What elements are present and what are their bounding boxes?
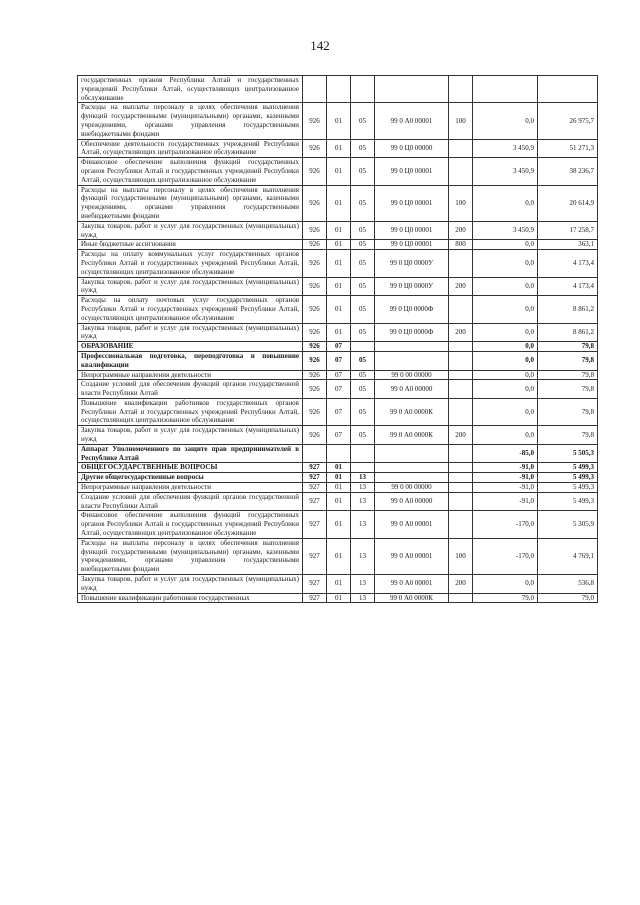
cell-vr: 100 [449,538,473,574]
cell-vr [449,296,473,323]
cell-rz: 01 [327,463,351,473]
cell-name: Расходы на оплату почтовых услуг государственных органов Республики Алтай и государственных учреждений Республики Алтай, осуществляющих централизованное обслуживание [78,296,303,323]
cell-sum: 17 258,7 [538,221,598,240]
cell-ved: 926 [303,240,327,250]
table-row [78,185,598,221]
cell-pr [351,342,375,352]
table-row [78,426,598,445]
cell-sum: 5 499,3 [538,473,598,483]
cell-change: 0,0 [473,398,538,425]
cell-csr: 99 0 А0 00000 [375,380,449,399]
cell-ved: 926 [303,426,327,445]
cell-change: 79,0 [473,593,538,603]
cell-sum: 5 505,3 [538,444,598,463]
cell-csr: 99 0 Ц0 0000У [375,250,449,277]
cell-change: -170,0 [473,538,538,574]
cell-rz: 01 [327,538,351,574]
cell-vr [449,473,473,483]
cell-csr: 99 0 Ц0 00001 [375,240,449,250]
cell-ved: 926 [303,351,327,370]
cell-ved: 927 [303,492,327,511]
cell-name: Аппарат Уполномоченного по защите прав предпринимателей в Республике Алтай [78,444,303,463]
cell-rz: 01 [327,593,351,603]
cell-rz: 01 [327,103,351,139]
cell-rz: 01 [327,473,351,483]
cell-pr: 05 [351,103,375,139]
table-row [78,483,598,493]
cell-pr: 13 [351,492,375,511]
cell-name: Расходы на выплаты персоналу в целях обеспечения выполнения функций государственными (муниципальными) органами, казенными учреждениями, органами управления государственными внебюджетными фондами [78,538,303,574]
table-row [78,221,598,240]
cell-sum: 79,8 [538,426,598,445]
cell-sum: 5 499,3 [538,463,598,473]
cell-change: -170,0 [473,511,538,538]
cell-pr: 13 [351,483,375,493]
cell-ved: 927 [303,463,327,473]
cell-rz: 01 [327,575,351,594]
cell-ved: 927 [303,538,327,574]
cell-ved: 926 [303,342,327,352]
cell-pr: 05 [351,398,375,425]
cell-vr [449,342,473,352]
cell-vr [449,511,473,538]
cell-change: 0,0 [473,250,538,277]
cell-name: Расходы на выплаты персоналу в целях обеспечения выполнения функций государственными (муниципальными) органами, казенными учреждениями, органами управления государственными внебюджетными фондами [78,185,303,221]
cell-sum: 5 305,9 [538,511,598,538]
cell-name: Финансовое обеспечение выполнения функций государственных органов Республики Алтай и государственных учреждений Республики Алтай, осуществляющих централизованное обслуживание [78,511,303,538]
cell-pr: 05 [351,351,375,370]
cell-sum: 26 975,7 [538,103,598,139]
cell-pr: 13 [351,538,375,574]
cell-csr [375,444,449,463]
cell-sum: 79,8 [538,342,598,352]
cell-pr: 05 [351,380,375,399]
cell-sum: 79,8 [538,351,598,370]
cell-ved: 926 [303,158,327,185]
cell-sum: 5 499,3 [538,483,598,493]
cell-vr: 200 [449,323,473,342]
cell-sum: 5 499,3 [538,492,598,511]
table-row [78,342,598,352]
cell-change: 3 450,9 [473,139,538,158]
cell-rz: 01 [327,483,351,493]
cell-rz: 01 [327,511,351,538]
cell-rz: 01 [327,221,351,240]
table-row [78,511,598,538]
cell-pr: 05 [351,296,375,323]
cell-ved: 927 [303,593,327,603]
cell-name: ОБЩЕГОСУДАРСТВЕННЫЕ ВОПРОСЫ [78,463,303,473]
table-row [78,575,598,594]
cell-csr: 99 0 Ц0 0000Ф [375,296,449,323]
cell-rz: 01 [327,185,351,221]
cell-change: -91,0 [473,473,538,483]
cell-sum: 79,8 [538,370,598,380]
table-row [78,103,598,139]
table-body [78,76,598,603]
cell-name: Создание условий для обеспечения функций органов государственной власти Республики Алтай [78,380,303,399]
table-row [78,158,598,185]
cell-rz: 01 [327,139,351,158]
cell-vr [449,76,473,103]
cell-ved: 926 [303,277,327,296]
cell-ved: 926 [303,323,327,342]
table-row [78,323,598,342]
cell-csr: 99 0 А0 0000К [375,593,449,603]
cell-rz: 07 [327,426,351,445]
cell-pr: 05 [351,277,375,296]
cell-csr: 99 0 Ц0 00001 [375,221,449,240]
cell-ved: 926 [303,380,327,399]
cell-vr [449,444,473,463]
cell-change: -91,0 [473,492,538,511]
table-row [78,277,598,296]
table-row [78,76,598,103]
cell-change [473,76,538,103]
cell-csr: 99 0 Ц0 00001 [375,158,449,185]
cell-ved: 926 [303,296,327,323]
cell-sum: 536,8 [538,575,598,594]
cell-pr: 05 [351,185,375,221]
cell-change: 0,0 [473,277,538,296]
cell-rz: 01 [327,250,351,277]
cell-name: Повышение квалификации работников государственных органов Республики Алтай и государственных учреждений Республики Алтай, осуществляющих централизованное обслуживание [78,398,303,425]
cell-change: 0,0 [473,240,538,250]
cell-pr: 13 [351,593,375,603]
cell-rz: 01 [327,323,351,342]
budget-table [77,75,598,603]
cell-vr [449,492,473,511]
cell-name: Закупка товаров, работ и услуг для государственных (муниципальных) нужд [78,575,303,594]
cell-name: государственных органов Республики Алтай и государственных учреждений Республики Алтай, осуществляющих централизованное обслуживание [78,76,303,103]
cell-sum: 8 861,2 [538,323,598,342]
cell-change: 0,0 [473,575,538,594]
cell-vr: 200 [449,277,473,296]
cell-ved: 926 [303,370,327,380]
cell-rz: 01 [327,240,351,250]
cell-rz: 07 [327,380,351,399]
cell-change: 0,0 [473,185,538,221]
cell-csr: 99 0 00 00000 [375,483,449,493]
table-row [78,250,598,277]
table-row [78,370,598,380]
cell-name: Непрограммные направления деятельности [78,483,303,493]
cell-ved: 927 [303,575,327,594]
table-row [78,139,598,158]
cell-csr: 99 0 00 00000 [375,370,449,380]
cell-vr [449,370,473,380]
cell-vr [449,483,473,493]
cell-pr: 05 [351,139,375,158]
cell-vr [449,158,473,185]
table-row [78,398,598,425]
cell-change: 0,0 [473,342,538,352]
cell-ved: 926 [303,185,327,221]
cell-csr: 99 0 А0 00001 [375,575,449,594]
cell-change: -85,0 [473,444,538,463]
cell-pr: 13 [351,575,375,594]
table-row [78,444,598,463]
cell-rz: 07 [327,342,351,352]
cell-pr: 05 [351,158,375,185]
cell-ved: 926 [303,398,327,425]
cell-csr [375,76,449,103]
cell-name: Профессиональная подготовка, переподготовка и повышение квалификации [78,351,303,370]
cell-csr [375,342,449,352]
cell-name: Создание условий для обеспечения функций органов государственной власти Республики Алтай [78,492,303,511]
cell-sum: 51 271,3 [538,139,598,158]
cell-name: Финансовое обеспечение выполнения функций государственных органов Республики Алтай и государственных учреждений Республики Алтай, осуществляющих централизованное обслуживание [78,158,303,185]
cell-csr: 99 0 А0 00001 [375,103,449,139]
cell-vr [449,380,473,399]
cell-change: 0,0 [473,370,538,380]
cell-name: Закупка товаров, работ и услуг для государственных (муниципальных) нужд [78,221,303,240]
cell-vr [449,250,473,277]
table-row [78,296,598,323]
cell-name: Иные бюджетные ассигнования [78,240,303,250]
cell-csr: 99 0 А0 00001 [375,538,449,574]
cell-rz: 01 [327,296,351,323]
cell-sum: 79,8 [538,398,598,425]
cell-csr: 99 0 Ц0 00000 [375,139,449,158]
cell-name: ОБРАЗОВАНИЕ [78,342,303,352]
table-row [78,463,598,473]
cell-ved [303,444,327,463]
table-row [78,538,598,574]
cell-sum [538,76,598,103]
cell-change: 0,0 [473,426,538,445]
cell-change: -91,0 [473,463,538,473]
cell-sum: 79,8 [538,380,598,399]
cell-csr [375,351,449,370]
cell-name: Расходы на оплату коммунальных услуг государственных органов Республики Алтай и государственных учреждений Республики Алтай, осуществляющих централизованное обслуживание [78,250,303,277]
cell-sum: 79,0 [538,593,598,603]
cell-change: 3 450,9 [473,158,538,185]
cell-csr: 99 0 Ц0 0000У [375,277,449,296]
cell-name: Закупка товаров, работ и услуг для государственных (муниципальных) нужд [78,277,303,296]
cell-ved: 926 [303,221,327,240]
cell-sum: 8 861,2 [538,296,598,323]
cell-pr [351,76,375,103]
cell-csr: 99 0 А0 00000 [375,492,449,511]
cell-vr [449,139,473,158]
cell-rz: 07 [327,370,351,380]
cell-sum: 4 173,4 [538,250,598,277]
cell-vr: 800 [449,240,473,250]
cell-csr: 99 0 А0 0000К [375,426,449,445]
table-row [78,593,598,603]
cell-vr [449,463,473,473]
cell-name: Непрограммные направления деятельности [78,370,303,380]
cell-sum: 363,1 [538,240,598,250]
cell-ved: 927 [303,483,327,493]
cell-pr: 05 [351,240,375,250]
cell-change: 0,0 [473,351,538,370]
table-row [78,473,598,483]
cell-rz: 01 [327,492,351,511]
table-row [78,380,598,399]
cell-change: 0,0 [473,296,538,323]
cell-vr [449,351,473,370]
table-row [78,351,598,370]
cell-vr [449,593,473,603]
cell-pr [351,463,375,473]
cell-ved: 926 [303,139,327,158]
cell-pr: 13 [351,511,375,538]
cell-pr: 05 [351,426,375,445]
cell-pr: 05 [351,370,375,380]
cell-rz: 01 [327,158,351,185]
cell-sum: 38 236,7 [538,158,598,185]
cell-pr: 05 [351,250,375,277]
cell-change: 0,0 [473,380,538,399]
cell-vr: 100 [449,185,473,221]
cell-name: Повышение квалификации работников государственных [78,593,303,603]
cell-rz [327,444,351,463]
cell-pr: 13 [351,473,375,483]
cell-name: Другие общегосударственные вопросы [78,473,303,483]
table-row [78,492,598,511]
cell-rz: 01 [327,277,351,296]
cell-csr: 99 0 А0 0000К [375,398,449,425]
cell-name: Обеспечение деятельности государственных учреждений Республики Алтай, осуществляющих централизованное обслуживание [78,139,303,158]
cell-vr [449,398,473,425]
cell-rz: 07 [327,398,351,425]
cell-name: Закупка товаров, работ и услуг для государственных (муниципальных) нужд [78,323,303,342]
cell-change: 0,0 [473,103,538,139]
cell-change: 0,0 [473,323,538,342]
cell-sum: 4 769,1 [538,538,598,574]
cell-sum: 4 173,4 [538,277,598,296]
cell-pr: 05 [351,323,375,342]
cell-csr: 99 0 Ц0 0000Ф [375,323,449,342]
cell-ved [303,76,327,103]
cell-rz: 07 [327,351,351,370]
cell-ved: 927 [303,473,327,483]
cell-csr [375,463,449,473]
table-row [78,240,598,250]
page-number: 142 [310,38,330,53]
cell-name: Расходы на выплаты персоналу в целях обеспечения выполнения функций государственными (муниципальными) органами, казенными учреждениями, органами управления государственными внебюджетными фондами [78,103,303,139]
cell-ved: 926 [303,103,327,139]
cell-vr: 200 [449,575,473,594]
cell-change: 3 450,9 [473,221,538,240]
cell-ved: 926 [303,250,327,277]
cell-change: -91,0 [473,483,538,493]
cell-vr: 200 [449,221,473,240]
cell-csr: 99 0 Ц0 00001 [375,185,449,221]
cell-csr: 99 0 А0 00001 [375,511,449,538]
cell-csr [375,473,449,483]
cell-ved: 927 [303,511,327,538]
cell-pr: 05 [351,221,375,240]
cell-pr [351,444,375,463]
cell-vr: 100 [449,103,473,139]
cell-name: Закупка товаров, работ и услуг для государственных (муниципальных) нужд [78,426,303,445]
cell-rz [327,76,351,103]
cell-vr: 200 [449,426,473,445]
cell-sum: 20 614,9 [538,185,598,221]
